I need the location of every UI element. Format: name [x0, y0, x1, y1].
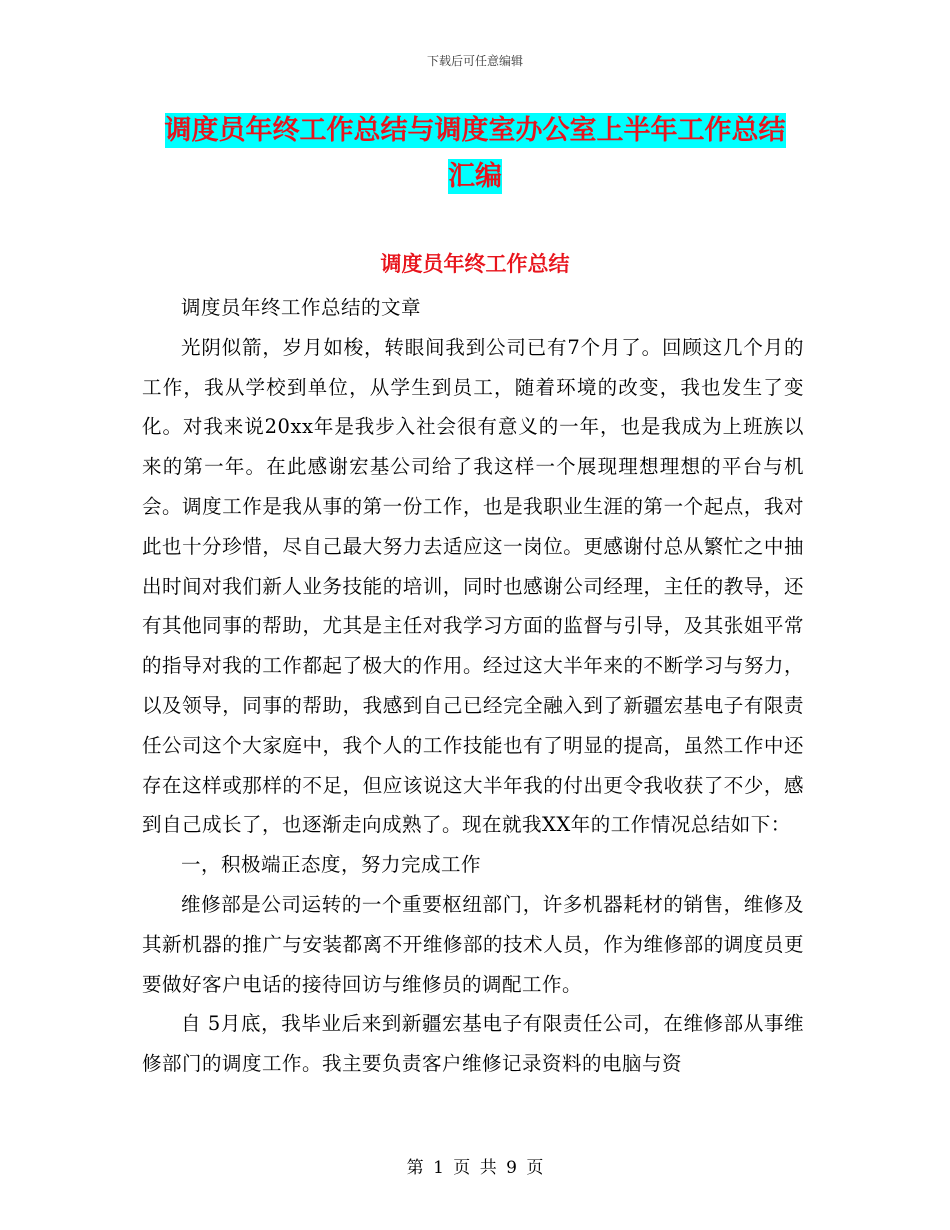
- document-title-line-1: 调度员年终工作总结与调度室办公室上半年工作总结: [164, 115, 786, 146]
- section-title: 调度员年终工作总结: [380, 252, 570, 276]
- page-header-note: 下载后可任意编辑: [426, 54, 523, 68]
- document-body: [142, 288, 804, 1084]
- paragraph-department: 维修部是公司运转的一个重要枢纽部门，许多机器耗材的销售，维修及其新机器的推广与安装都离不开维修部的技术人员，作为维修部的调度员更要做好客户电话的接待回访与维修员的调配工作。: [142, 892, 804, 996]
- page-number: 第 1 页 共 9 页: [406, 1158, 544, 1178]
- paragraph-work-start: 自 5月底，我毕业后来到新疆宏基电子有限责任公司，在维修部从事维修部门的调度工作。我主要负责客户维修记录资料的电脑与资: [142, 1012, 804, 1076]
- paragraph-heading-1: 一，积极端正态度，努力完成工作: [181, 853, 482, 877]
- paragraph-intro: 光阴似箭，岁月如梭，转眼间我到公司已有7个月了。回顾这几个月的工作，我从学校到单位，从学生到员工，随着环境的改变，我也发生了变化。对我来说20xx年是我步入社会很有意义的一年，也是我成为上班族以来的第一年。在此感谢宏基公司给了我这样一个展现理想理想的平台与机会。调度工作是我从事的第一份工作，也是我职业生涯的第一个起点，我对此也十分珍惜，尽自己最大努力去适应这一岗位。更感谢付总从繁忙之中抽出时间对我们新人业务技能的培训，同时也感谢公司经理，主任的教导，还有其他同事的帮助，尤其是主任对我学习方面的监督与引导，及其张姐平常的指导对我的工作都起了极大的作用。经过这大半年来的不断学习与努力，以及领导，同事的帮助，我感到自己已经完全融入到了新疆宏基电子有限责任公司这个大家庭中，我个人的工作技能也有了明显的提高，虽然工作中还存在这样或那样的不足，但应该说这大半年我的付出更令我收获了不少，感到自己成长了，也逐渐走向成熟了。现在就我XX年的工作情况总结如下：: [142, 335, 804, 837]
- paragraph-subtitle: 调度员年终工作总结的文章: [181, 296, 422, 319]
- document-title: [0, 108, 950, 200]
- document-title-line-2: 汇编: [448, 161, 502, 192]
